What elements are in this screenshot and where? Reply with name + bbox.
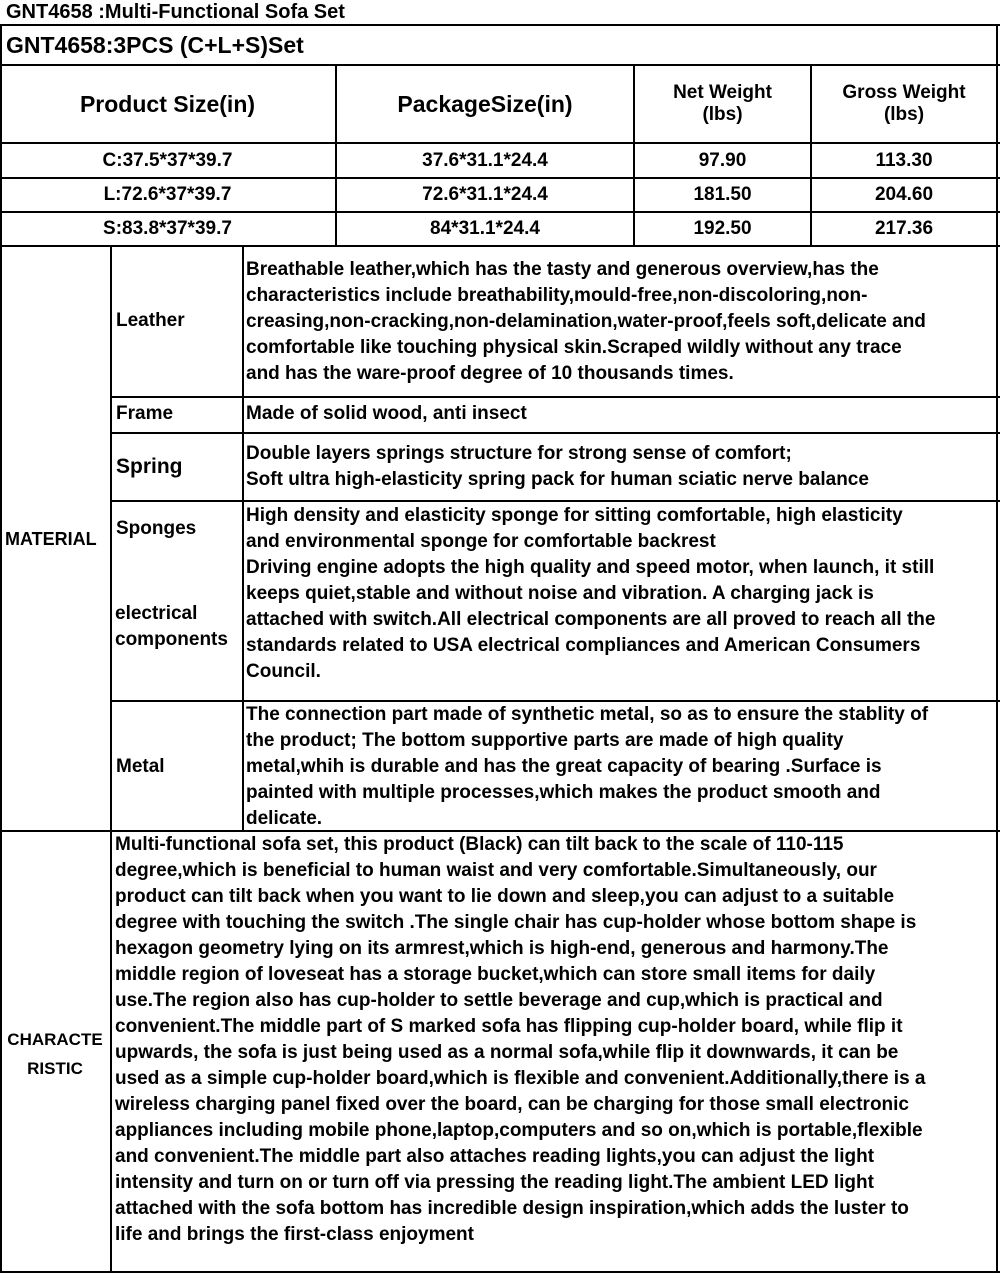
table-row: 217.36 bbox=[874, 218, 934, 239]
set-title: GNT4658:3PCS (C+L+S)Set bbox=[6, 31, 304, 58]
material-desc-electrical: Driving engine adopts the high quality and speed motor, when launch, it still keeps quiet,stable and without noise and vibration. A charging jack is attached with switch.All electrical components are all proved to reach all the standards related to USA electrical compliances and American Consumers Council. bbox=[246, 557, 936, 682]
characteristic-label: CHARACTE RISTIC bbox=[7, 1030, 103, 1078]
table-row: S:83.8*37*39.7 bbox=[103, 218, 232, 239]
page-title: GNT4658 :Multi-Functional Sofa Set bbox=[6, 1, 345, 23]
material-label: MATERIAL bbox=[5, 528, 97, 549]
material-name-leather: Leather bbox=[116, 310, 185, 331]
material-name-frame: Frame bbox=[116, 403, 174, 424]
border bbox=[242, 245, 244, 832]
table-row: 84*31.1*24.4 bbox=[430, 218, 540, 239]
material-desc-spring: Double layers springs structure for strong sense of comfort; Soft ultra high-elasticity spring pack for human sciatic nerve balance bbox=[246, 443, 869, 490]
material-desc-metal: The connection part made of synthetic metal, so as to ensure the stablity of the product; The bottom supportive parts are made of high quality metal,whih is durable and has the great capacity of bearing .Surface is painted with multiple processes,which makes the product smooth and delicate. bbox=[246, 704, 929, 829]
header-product-size: Product Size(in) bbox=[79, 90, 256, 117]
material-desc-leather: Breathable leather,which has the tasty and generous overview,has the characteristics include breathability,mould-free,non-discoloring,non- creasing,non-cracking,non-delamination,water-proof,feels soft,delicate and comfortable like touching physical skin.Scraped wildly without any trace and has the ware-proof degree of 10 thousands times. bbox=[246, 259, 926, 384]
table-row: 181.50 bbox=[693, 184, 752, 205]
border bbox=[0, 24, 2, 1273]
table-row: 97.90 bbox=[698, 149, 747, 171]
table-row: C:37.5*37*39.7 bbox=[102, 149, 233, 171]
border bbox=[996, 24, 998, 1273]
material-desc-sponges: High density and elasticity sponge for sitting comfortable, high elasticity and environmental sponge for comfortable backrest bbox=[246, 505, 903, 552]
table-row: 37.6*31.1*24.4 bbox=[422, 149, 548, 171]
table-row: 72.6*31.1*24.4 bbox=[422, 184, 548, 205]
header-gross-weight: Gross Weight (lbs) bbox=[842, 82, 966, 125]
header-net-weight: Net Weight (lbs) bbox=[673, 82, 772, 125]
table-row: 192.50 bbox=[693, 218, 752, 239]
table-row: L:72.6*37*39.7 bbox=[103, 184, 232, 205]
header-package-size: PackageSize(in) bbox=[397, 90, 573, 117]
table-row: 204.60 bbox=[874, 184, 934, 205]
material-name-metal: Metal bbox=[116, 756, 165, 777]
material-name-electrical: electrical components bbox=[115, 603, 228, 650]
material-name-spring: Spring bbox=[116, 455, 183, 478]
border bbox=[110, 245, 112, 1273]
characteristic-desc: Multi-functional sofa set, this product (Black) can tilt back to the scale of 110-115 degree,which is beneficial to human waist and very comfortable.Simultaneously, our product can tilt back when you want to lie down and sleep,you can adjust to a suitable degree with touching the switch .The single chair has cup-holder whose bottom shape is hexagon geometry lying on its armrest,which is high-end, generous and harmony.The middle region of loveseat has a storage bucket,which can store small items for daily use.The region also has cup-holder to settle beverage and cup,which is practical and convenient.The middle part of S marked sofa has flipping cup-holder board, while flip it upwards, the sofa is just being used as a normal sofa,while flip it downwards, it can be used as a simple cup-holder board,which is flexible and convenient.Additionally,there is a wireless charging panel fixed over the board, can be charging for those small electronic appliances including mobile phone,laptop,computers and so on,which is portable,flexible and convenient.The middle part also attaches reading lights,you can adjust the light intensity and turn on or turn off via pressing the reading light.The ambient LED light attached with the sofa bottom has incredible design inspiration,which adds the luster to life and brings the first-class enjoyment bbox=[115, 834, 926, 1245]
table-row: 113.30 bbox=[875, 149, 933, 171]
material-desc-frame: Made of solid wood, anti insect bbox=[246, 403, 527, 424]
material-name-sponges: Sponges bbox=[116, 518, 197, 539]
border bbox=[0, 245, 1000, 247]
border bbox=[0, 1271, 1000, 1273]
